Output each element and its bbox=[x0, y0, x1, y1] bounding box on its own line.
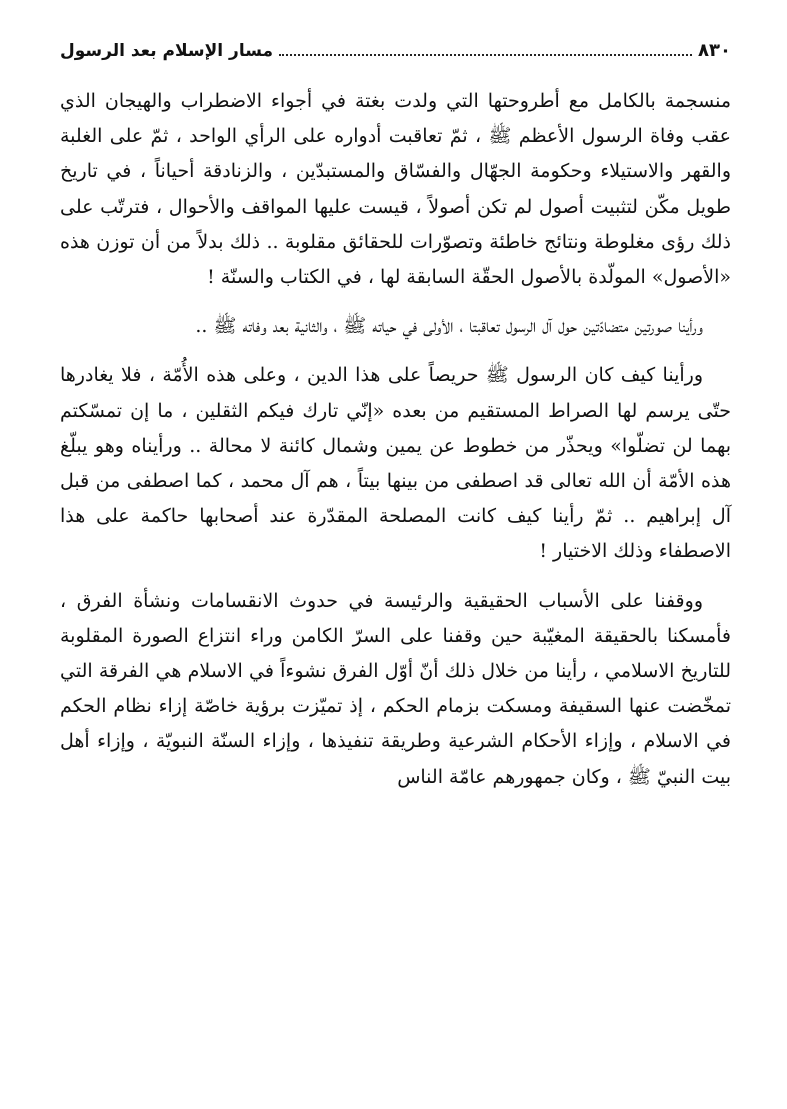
paragraph-1: منسجمة بالكامل مع أطروحتها التي ولدت بغتة في أجواء الاضطراب والهيجان الذي عقب وفاة الرسول الأعظم ﷺ ، ثمّ تعاقبت أدواره على الرأي الواحد ، ثمّ على الغلبة والقهر والاستيلاء وحكومة الجهّال والفسّاق والمستبدّين ، والزنادقة أحياناً ، في تاريخ طويل مكّن لتثبيت أصول لم تكن أصولاً ، قيست عليها المواقف والأحوال ، فترتّب على ذلك رؤى مغلوطة ونتائج خاطئة وتصوّرات للحقائق مقلوبة .. ذلك بدلاً من أن توزن هذه «الأصول» المولّدة بالأصول الحقّة السابقة لها ، في الكتاب والسنّة ! bbox=[60, 90, 731, 289]
page-body bbox=[60, 84, 731, 795]
running-title: مسار الإسلام بعد الرسول bbox=[60, 41, 274, 61]
paragraph-2: ورأينا صورتين متضادّتين حول آل الرسول تعاقبتا ، الأولى في حياته ﷺ ، والثانية بعد وفاته ﷺ .. bbox=[195, 315, 703, 338]
paragraph-3: ورأينا كيف كان الرسول ﷺ حريصاً على هذا الدين ، وعلى هذه الأُمّة ، فلا يغادرها حتّى يرسم لها الصراط المستقيم من بعده «إنّي تارك فيكم الثقلين ، ما إن تمسّكتم بهما لن تضلّوا» ويحذّر من خطوط عن يمين وشمال كائنة لا محالة .. ورأيناه وهو يبلّغ هذه الأمّة أن الله تعالى قد اصطفى من بينها بيتاً ، هم آل محمد ، كما اصطفى من قبل آل إبراهيم .. ثمّ رأينا كيف كانت المصلحة المقدّرة عند أصحابها حاكمة على هذا الاصطفاء وذلك الاختيار ! bbox=[60, 364, 731, 563]
paragraph-4: ووقفنا على الأسباب الحقيقية والرئيسة في حدوث الانقسامات ونشأة الفرق ، فأمسكنا بالحقيقة المغيّبة حين وقفنا على السرّ الكامن وراء انتزاع الصورة المقلوبة للتاريخ الاسلامي ، رأينا من خلال ذلك أنّ أوّل الفرق نشوءاً في الاسلام هي الفرقة التي تمخّضت عنها السقيفة ومسكت بزمام الحكم ، إذ تميّزت برؤية خاصّة إزاء نظام الحكم في الاسلام ، وإزاء الأحكام الشرعية وطريقة تنفيذها ، وإزاء السنّة النبويّة ، وإزاء أهل بيت النبيّ ﷺ ، وكان جمهورهم عامّة الناس bbox=[60, 589, 732, 788]
page-number: ٨٣٠ bbox=[698, 40, 731, 61]
running-header bbox=[60, 30, 731, 62]
header-dotted-leader bbox=[279, 54, 692, 56]
